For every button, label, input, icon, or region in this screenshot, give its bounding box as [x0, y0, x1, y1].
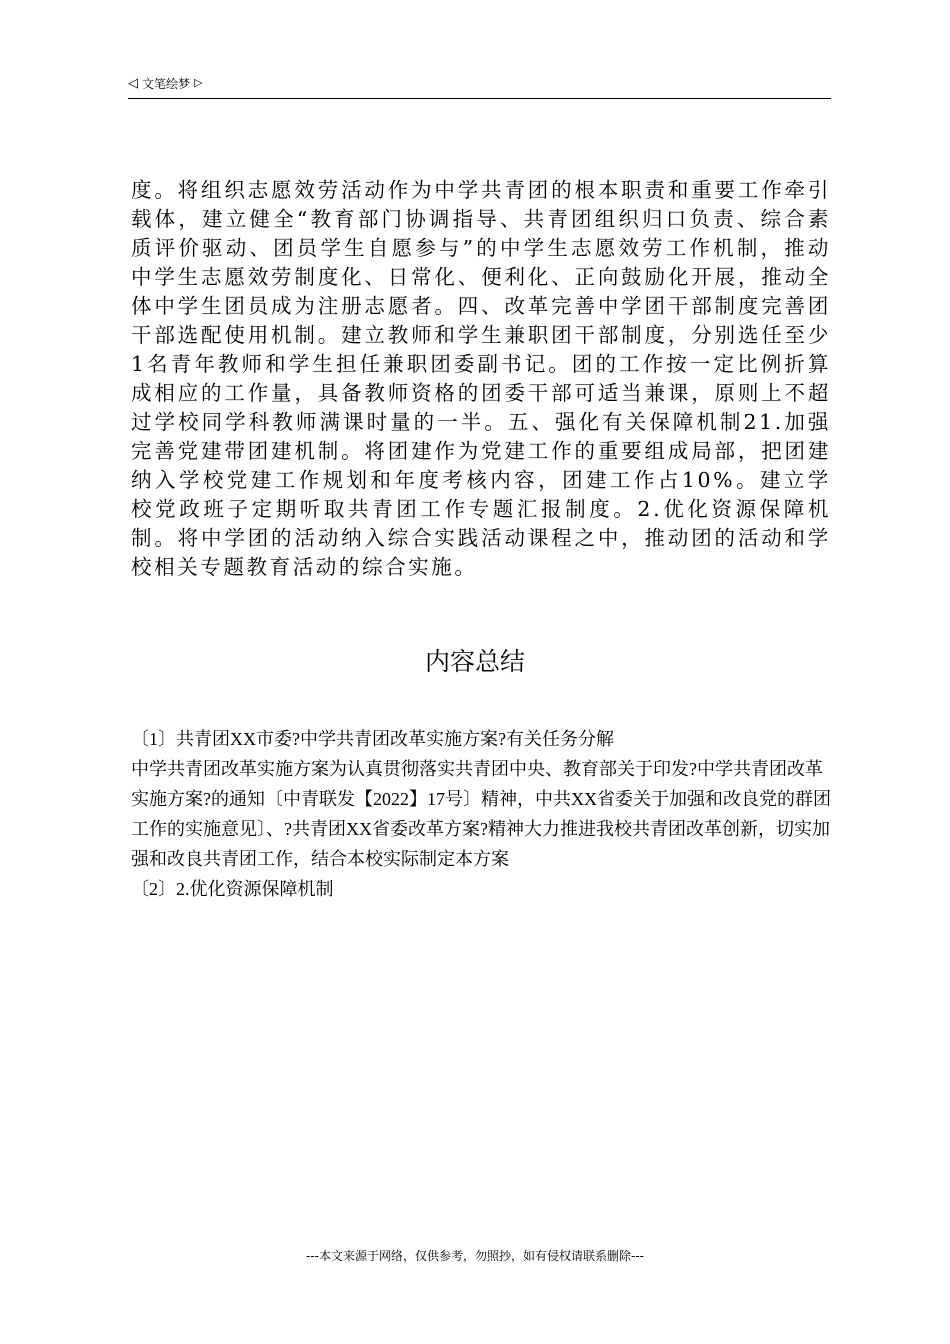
page-footer: ---本文来源于网络，仅供参考，勿照抄，如有侵权请联系删除--- [306, 1249, 644, 1263]
summary-item-2-title: 〔2〕2.优化资源保障机制 [131, 879, 334, 899]
section-title: 内容总结 [424, 647, 525, 676]
body-paragraph: 度。将组织志愿效劳活动作为中学共青团的根本职责和重要工作牵引载体，建立健全“教育部门协调指导、共青团组织归口负责、综合素质评价驱动、团员学生自愿参与”的中学生志愿效劳工作机制，推动中学生志愿效劳制度化、日常化、便利化、正向鼓励化开展，推动全体中学生团员成为注册志愿者。四、改革完善中学团干部制度完善团干部选配使用机制。建立教师和学生兼职团干部制度，分别选任至少1名青年教师和学生担任兼职团委副书记。团的工作按一定比例折算成相应的工作量，具备教师资格的团委干部可适当兼课，原则上不超过学校同学科教师满课时量的一半。五、强化有关保障机制21.加强完善党建带团建机制。将团建作为党建工作的重要组成局部，把团建纳入学校党建工作规划和年度考核内容，团建工作占10%。建立学校党政班子定期听取共青团工作专题汇报制度。2.优化资源保障机制。将中学团的活动纳入综合实践活动课程之中，推动团的活动和学校相关专题教育活动的综合实施。 [131, 178, 831, 579]
summary-section [131, 724, 831, 904]
triangle-left-icon: ◁ [128, 76, 138, 91]
page-header [128, 76, 831, 99]
triangle-right-icon: ▷ [194, 76, 203, 89]
summary-item-1-title: 〔1〕共青团XX市委?中学共青团改革实施方案?有关任务分解 [131, 729, 614, 749]
header-brand: 文笔绘梦 [142, 77, 191, 91]
summary-item-1-body: 中学共青团改革实施方案为认真贯彻落实共青团中央、教育部关于印发?中学共青团改革实施方案?的通知〔中青联发【2022】17号〕精神，中共XX省委关于加强和改良党的群团工作的实施意见〕、?共青团XX省委改革方案?精神大力推进我校共青团改革创新，切实加强和改良共青团工作，结合本校实际制定本方案 [131, 759, 831, 869]
